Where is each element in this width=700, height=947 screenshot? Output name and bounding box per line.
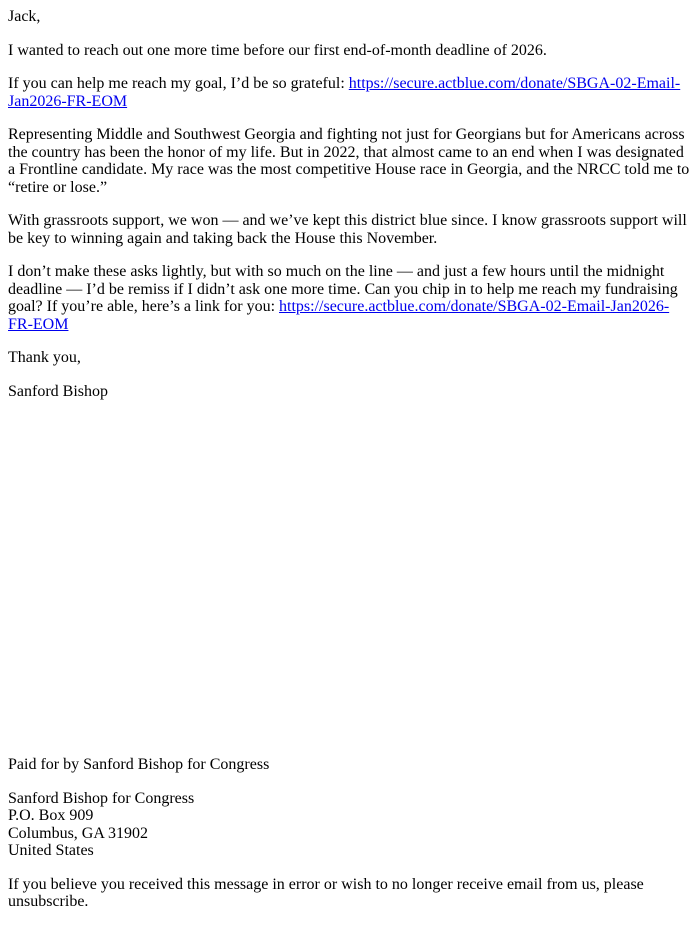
address-line: Columbus, GA 31902 bbox=[8, 824, 149, 842]
paid-for-disclaimer: Paid for by Sanford Bishop for Congress bbox=[8, 756, 270, 773]
final-ask-paragraph bbox=[8, 263, 692, 333]
address-line: United States bbox=[8, 842, 94, 859]
email-footer bbox=[8, 756, 692, 911]
address-line: P.O. Box 909 bbox=[8, 807, 94, 824]
signature: Sanford Bishop bbox=[8, 382, 108, 400]
greeting: Jack, bbox=[8, 8, 41, 25]
ask-paragraph bbox=[8, 75, 692, 110]
grassroots-paragraph: With grassroots support, we won — and we’ve kept this district blue since. I know grassroots support will be key to winning again and taking back the House this November. bbox=[8, 212, 687, 247]
ask-text: If you can help me reach my goal, I’d be so grateful: bbox=[8, 75, 349, 92]
intro-paragraph: I wanted to reach out one more time before our first end-of-month deadline of 2026. bbox=[8, 41, 547, 59]
closing: Thank you, bbox=[8, 349, 81, 366]
unsubscribe-notice: If you believe you received this message in error or wish to no longer receive email from us, please unsubscribe. bbox=[8, 875, 644, 910]
final-ask-text: I don’t make these asks lightly, but with so much on the line — and just a few hours until the midnight deadline — I’d be remiss if I didn’t ask one more time. Can you chip in to help me reach my fundraising goal? If you’re able, here’s a link for you: bbox=[8, 263, 678, 315]
donate-link[interactable]: https://secure.actblue.com/donate/SBGA-02-Email-Jan2026-FR-EOM bbox=[8, 75, 681, 110]
mailing-address bbox=[8, 790, 692, 860]
address-line: Sanford Bishop for Congress bbox=[8, 789, 195, 807]
donate-link-2[interactable]: https://secure.actblue.com/donate/SBGA-02-Email-Jan2026-FR-EOM bbox=[8, 298, 670, 333]
story-paragraph: Representing Middle and Southwest Georgia and fighting not just for Georgians but for Americans across the country has been the honor of my life. But in 2022, that almost came to an end when I was designated a Frontline candidate. My race was the most competitive House race in Georgia, and the NRCC told me to “retire or lose.” bbox=[8, 126, 690, 196]
